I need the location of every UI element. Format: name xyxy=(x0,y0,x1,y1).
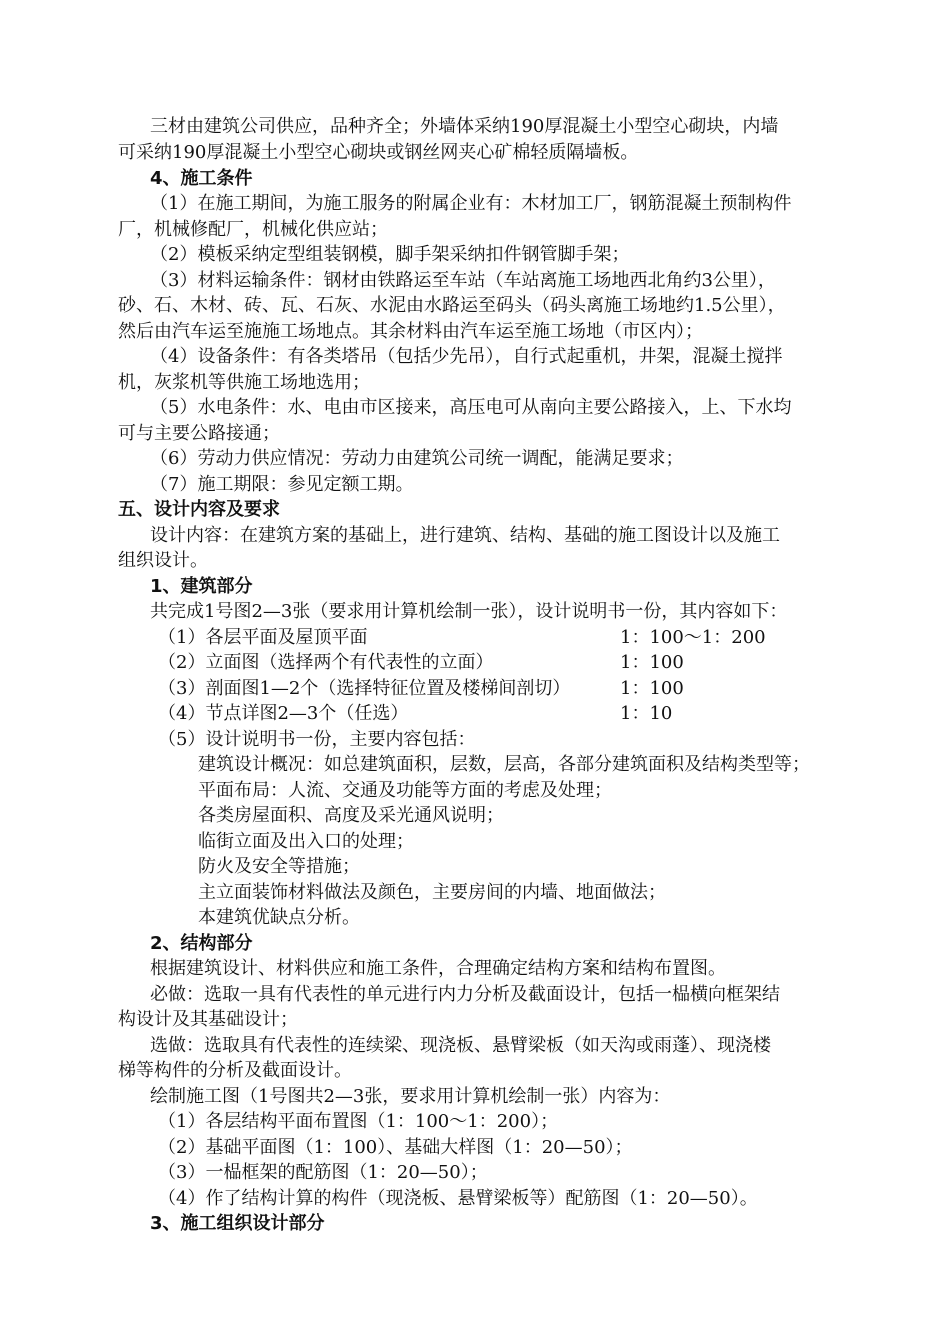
paragraph-line: 根据建筑设计、材料供应和施工条件，合理确定结构方案和结构布置图。 xyxy=(150,958,726,979)
paragraph-line: 构设计及其基础设计； xyxy=(118,1009,298,1030)
sub-item: 主立面装饰材料做法及颜色，主要房间的内墙、地面做法； xyxy=(198,882,666,903)
paragraph-line: 然后由汽车运至施施工场地点。其余材料由汽车运至施工场地（市区内）； xyxy=(118,321,703,342)
paragraph-line: 可采纳190厚混凝土小型空心砌块或钢丝网夹心矿棉轻质隔墙板。 xyxy=(118,142,639,163)
list-item: （2）立面图（选择两个有代表性的立面） xyxy=(158,652,494,673)
paragraph-line: 共完成1号图2—3张（要求用计算机绘制一张），设计说明书一份，其内容如下： xyxy=(150,601,788,622)
paragraph-line: 绘制施工图（1号图共2—3张，要求用计算机绘制一张）内容为： xyxy=(150,1086,671,1107)
section-heading: 1、建筑部分 xyxy=(150,576,253,597)
paragraph-line: （6）劳动力供应情况：劳动力由建筑公司统一调配，能满足要求； xyxy=(150,448,684,469)
paragraph-line: 机，灰浆机等供施工场地选用； xyxy=(118,372,370,393)
list-item: （1）各层结构平面布置图（1：100～1：200）； xyxy=(158,1111,559,1132)
sub-item: 本建筑优缺点分析。 xyxy=(198,907,360,928)
paragraph-line: 选做：选取具有代表性的连续梁、现浇板、悬臂梁板（如天沟或雨蓬）、现浇楼 xyxy=(150,1035,771,1056)
section-heading: 2、结构部分 xyxy=(150,933,253,954)
sub-item: 各类房屋面积、高度及采光通风说明； xyxy=(198,805,504,826)
list-item: （1）各层平面及屋顶平面 xyxy=(158,627,368,648)
sub-item: 防火及安全等措施； xyxy=(198,856,360,877)
sub-item: 临街立面及出入口的处理； xyxy=(198,831,414,852)
paragraph-line: （2）模板采纳定型组装钢模，脚手架采纳扣件钢管脚手架； xyxy=(150,244,630,265)
paragraph-line: 厂，机械修配厂，机械化供应站； xyxy=(118,219,388,240)
paragraph-line: 组织设计。 xyxy=(118,550,208,571)
list-item: （3）剖面图1—2个（选择特征位置及楼梯间剖切） xyxy=(158,678,571,699)
paragraph-line: 梯等构件的分析及截面设计。 xyxy=(118,1060,352,1081)
sub-item: 建筑设计概况：如总建筑面积，层数，层高，各部分建筑面积及结构类型等； xyxy=(198,754,810,775)
list-item: （3）一榀框架的配筋图（1：20—50）； xyxy=(158,1162,488,1183)
paragraph-line: （1）在施工期间，为施工服务的附属企业有：木材加工厂，钢筋混凝土预制构件 xyxy=(150,193,792,214)
paragraph-line: 必做：选取一具有代表性的单元进行内力分析及截面设计，包括一榀横向框架结 xyxy=(150,984,780,1005)
paragraph-line: （7）施工期限：参见定额工期。 xyxy=(150,474,414,495)
scale-value: 1：100～1：200 xyxy=(620,627,766,648)
paragraph-line: 设计内容：在建筑方案的基础上，进行建筑、结构、基础的施工图设计以及施工 xyxy=(150,525,780,546)
scale-value: 1：100 xyxy=(620,652,684,673)
paragraph-line: 砂、石、木材、砖、瓦、石灰、水泥由水路运至码头（码头离施工场地约1.5公里）， xyxy=(118,295,786,316)
scale-value: 1：100 xyxy=(620,678,684,699)
list-item: （4）节点详图2—3个（任选） xyxy=(158,703,409,724)
list-item: （5）设计说明书一份，主要内容包括： xyxy=(158,729,476,750)
paragraph-line: 三材由建筑公司供应，品种齐全；外墙体采纳190厚混凝土小型空心砌块，内墙 xyxy=(150,116,779,137)
scale-value: 1：10 xyxy=(620,703,673,724)
list-item: （4）作了结构计算的构件（现浇板、悬臂梁板等）配筋图（1：20—50）。 xyxy=(158,1188,758,1209)
paragraph-line: （5）水电条件：水、电由市区接来，高压电可从南向主要公路接入，上、下水均 xyxy=(150,397,792,418)
sub-item: 平面布局：人流、交通及功能等方面的考虑及处理； xyxy=(198,780,612,801)
paragraph-line: （4）设备条件：有各类塔吊（包括少先吊），自行式起重机，井架，混凝土搅拌 xyxy=(150,346,783,367)
chapter-heading: 五、设计内容及要求 xyxy=(118,499,280,520)
section-heading: 4、施工条件 xyxy=(150,168,253,189)
paragraph-line: （3）材料运输条件：钢材由铁路运至车站（车站离施工场地西北角约3公里）， xyxy=(150,270,776,291)
section-heading: 3、施工组织设计部分 xyxy=(150,1213,325,1234)
paragraph-line: 可与主要公路接通； xyxy=(118,423,280,444)
list-item: （2）基础平面图（1：100）、基础大样图（1：20—50）； xyxy=(158,1137,633,1158)
